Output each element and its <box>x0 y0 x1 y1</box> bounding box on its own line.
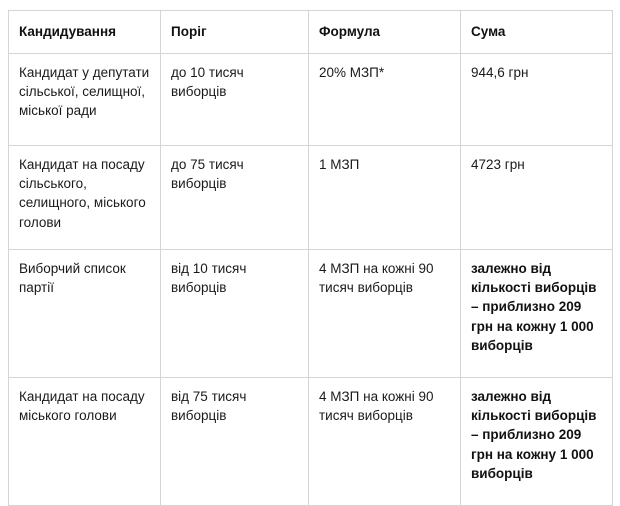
cell-candidacy: Кандидат на посаду міського голови <box>9 378 161 506</box>
cell-threshold: від 10 тисяч виборців <box>161 250 309 378</box>
cell-amount: залежно від кількості виборців – приблизно 209 грн на кожну 1 000 виборців <box>461 378 613 506</box>
cell-amount: 4723 грн <box>461 146 613 250</box>
cell-candidacy: Кандидат у депутати сільської, селищної, міської ради <box>9 54 161 146</box>
cell-amount: залежно від кількості виборців – приблизно 209 грн на кожну 1 000 виборців <box>461 250 613 378</box>
cell-formula: 1 МЗП <box>309 146 461 250</box>
table-row <box>9 54 613 146</box>
column-header-threshold: Поріг <box>161 11 309 54</box>
table-row <box>9 250 613 378</box>
table-body <box>9 54 613 506</box>
cell-threshold: до 75 тисяч виборців <box>161 146 309 250</box>
table-header-row <box>9 11 613 54</box>
table-row <box>9 378 613 506</box>
cell-formula: 4 МЗП на кожні 90 тисяч виборців <box>309 378 461 506</box>
cell-candidacy: Кандидат на посаду сільського, селищного, міського голови <box>9 146 161 250</box>
cell-formula: 4 МЗП на кожні 90 тисяч виборців <box>309 250 461 378</box>
cell-formula: 20% МЗП* <box>309 54 461 146</box>
column-header-formula: Формула <box>309 11 461 54</box>
cell-threshold: від 75 тисяч виборців <box>161 378 309 506</box>
table-row <box>9 146 613 250</box>
deposit-table <box>8 10 613 506</box>
cell-threshold: до 10 тисяч виборців <box>161 54 309 146</box>
cell-amount: 944,6 грн <box>461 54 613 146</box>
column-header-amount: Сума <box>461 11 613 54</box>
column-header-candidacy: Кандидування <box>9 11 161 54</box>
cell-candidacy: Виборчий список партії <box>9 250 161 378</box>
table-header <box>9 11 613 54</box>
